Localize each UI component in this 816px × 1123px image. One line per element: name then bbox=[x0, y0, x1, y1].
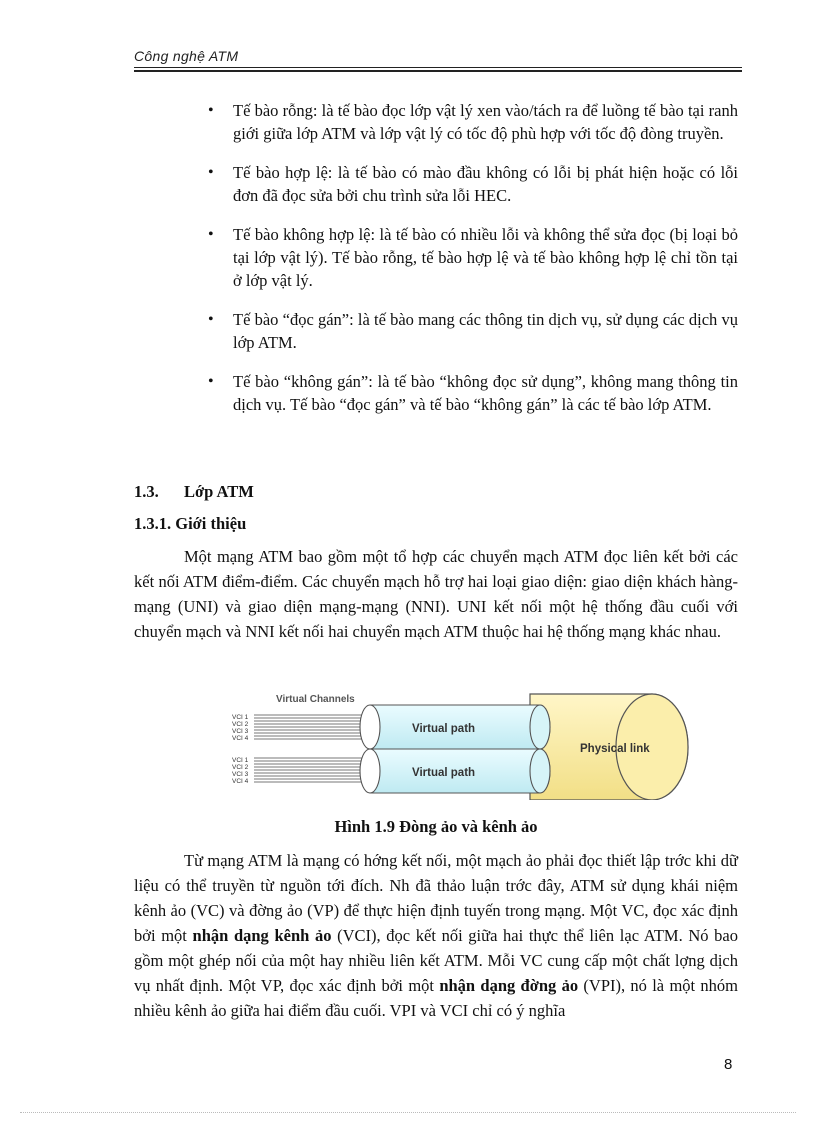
virtual-path-label: Virtual path bbox=[412, 767, 476, 779]
header-rule-thick bbox=[134, 70, 742, 72]
virtual-path-top-end bbox=[530, 705, 550, 749]
list-item-text: Tế bào “không gán”: là tế bào “không đọc sử dụng”, không mang thông tin dịch vụ. Tế bào “đọc gán” và tế bào “không gán” là các tế bào lớp ATM. bbox=[233, 372, 738, 414]
list-item-text: Tế bào không hợp lệ: là tế bào có nhiều lỗi và không thể sửa đọc (bị loại bỏ tại lớp vật lý). Tế bào rỗng, tế bào hợp lệ và tế bào không hợp lệ chỉ tồn tại ở lớp vật lý. bbox=[233, 225, 738, 290]
list-item-text: Tế bào hợp lệ: là tế bào có mào đầu không có lỗi bị phát hiện hoặc có lỗi đơn đã đọc sửa bởi chu trình sửa lỗi HEC. bbox=[233, 163, 738, 205]
vci-label: VCI 2 bbox=[232, 721, 249, 728]
section-title: Lớp ATM bbox=[184, 482, 254, 501]
list-item bbox=[208, 99, 738, 145]
subsection-heading: 1.3.1. Giới thiệu bbox=[134, 514, 247, 533]
bullet-icon: • bbox=[208, 226, 214, 243]
bullet-icon: • bbox=[208, 164, 214, 181]
vc-vp-diagram bbox=[230, 688, 690, 800]
term-vpi: nhận dạng đờng ảo bbox=[439, 976, 579, 995]
list-item-text: Tế bào “đọc gán”: là tế bào mang các thông tin dịch vụ, sử dụng các dịch vụ lớp ATM. bbox=[233, 310, 738, 352]
running-header: Công nghệ ATM bbox=[134, 48, 239, 64]
channels-label: Virtual Channels bbox=[276, 694, 355, 705]
header-rule-thin bbox=[134, 67, 742, 68]
virtual-path-label: Virtual path bbox=[412, 723, 476, 735]
vci-label: VCI 3 bbox=[232, 771, 249, 778]
term-vci: nhận dạng kênh ảo bbox=[192, 926, 332, 945]
cell-type-list bbox=[208, 99, 738, 432]
virtual-path-top-start bbox=[360, 705, 380, 749]
list-item bbox=[208, 308, 738, 354]
page-bottom-border bbox=[20, 1112, 796, 1113]
section-heading bbox=[134, 482, 254, 502]
vci-label: VCI 2 bbox=[232, 764, 249, 771]
bullet-icon: • bbox=[208, 311, 214, 328]
vci-label: VCI 4 bbox=[232, 735, 249, 742]
list-item-text: Tế bào rỗng: là tế bào đọc lớp vật lý xen vào/tách ra để luồng tế bào tại ranh giới giữa lớp ATM và lớp vật lý có tốc độ phù hợp với tốc độ đòng truyền. bbox=[233, 101, 738, 143]
section-number: 1.3. bbox=[134, 482, 159, 501]
text-run: (VCI), đọc kết nối giữa hai thực thể liên lạc ATM. Nó bao gồm một ghép nối của một hay nhiều liên kết ATM. Mỗi VC cung cấp một chất lợng dịch vụ nhất định. Một VP, đọc xác định bởi một bbox=[134, 926, 738, 995]
vci-lines-top bbox=[254, 715, 370, 739]
vci-label: VCI 4 bbox=[232, 778, 249, 785]
list-item bbox=[208, 161, 738, 207]
vci-label: VCI 3 bbox=[232, 728, 249, 735]
list-item bbox=[208, 223, 738, 292]
vci-label: VCI 1 bbox=[232, 757, 249, 764]
virtual-path-bottom-end bbox=[530, 749, 550, 793]
virtual-path-bottom-start bbox=[360, 749, 380, 793]
vci-lines-bottom bbox=[254, 758, 370, 782]
page-number: 8 bbox=[724, 1056, 733, 1073]
vci-label: VCI 1 bbox=[232, 714, 249, 721]
list-item bbox=[208, 370, 738, 416]
intro-paragraph: Một mạng ATM bao gồm một tổ hợp các chuyển mạch ATM đọc liên kết bởi các kết nối ATM điểm-điểm. Các chuyển mạch hỗ trợ hai loại giao diện: giao diện khách hàng-mạng (UNI) và giao diện mạng-mạng (NNI). UNI kết nối một hệ thống đầu cuối với chuyển mạch và NNI kết nối hai chuyển mạch ATM thuộc hai hệ thống mạng khác nhau. bbox=[134, 547, 738, 641]
text-run: Từ mạng ATM là mạng có hớng kết nối, một mạch ảo phải đọc thiết lập trớc khi dữ liệu có thể truyền từ nguồn tới đích. Nh đã thảo luận trớc đây, ATM sử dụng khái niệm kênh ảo (VC) và đờng ảo (VP) để thực hiện định tuyến trong mạng. Một VC, đọc xác định bởi một bbox=[134, 851, 738, 945]
bullet-icon: • bbox=[208, 102, 214, 119]
body-paragraph bbox=[134, 848, 738, 1023]
physical-link-label: Physical link bbox=[580, 743, 650, 755]
text-run: (VPI), nó là một nhóm nhiều kênh ảo giữa hai điểm đầu cuối. VPI và VCI chỉ có ý nghĩa bbox=[134, 976, 738, 1020]
bullet-icon: • bbox=[208, 373, 214, 390]
figure-caption: Hình 1.9 Đòng ảo và kênh ảo bbox=[334, 817, 538, 836]
